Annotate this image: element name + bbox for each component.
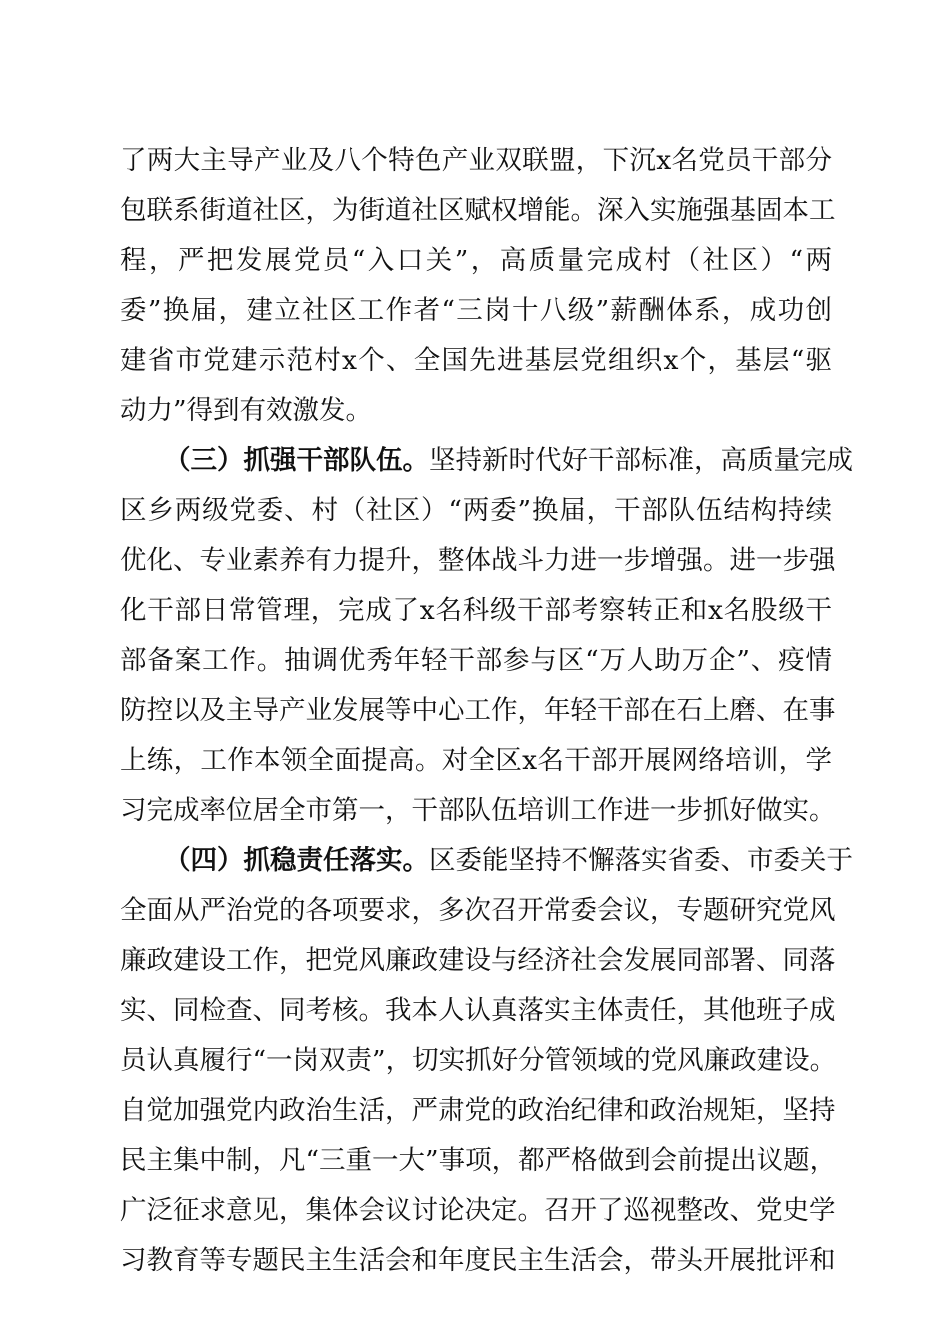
section-heading: （三）抓强干部队伍。 bbox=[164, 445, 429, 476]
text-line: 广泛征求意见，集体会议讨论决定。召开了巡视整改、党史学 bbox=[120, 1195, 836, 1226]
text-line: 委”换届，建立社区工作者“三岗十八级”薪酬体系，成功创 bbox=[120, 295, 832, 326]
text-line: 习教育等专题民主生活会和年度民主生活会，带头开展批评和 bbox=[120, 1245, 836, 1276]
text-line: 员认真履行“一岗双责”，切实抓好分管领域的党风廉政建设。 bbox=[120, 1045, 837, 1076]
text-line: 包联系街道社区，为街道社区赋权增能。深入实施强基固本工 bbox=[120, 195, 836, 226]
section-heading: （四）抓稳责任落实。 bbox=[164, 845, 429, 876]
text-line: 了两大主导产业及八个特色产业双联盟，下沉x名党员干部分 bbox=[120, 145, 832, 176]
text-line: 实、同检查、同考核。我本人认真落实主体责任，其他班子成 bbox=[120, 995, 836, 1026]
text-line: 优化、专业素养有力提升，整体战斗力进一步增强。进一步强 bbox=[120, 545, 836, 576]
section-first-line-text: 坚持新时代好干部标准，高质量完成 bbox=[429, 445, 853, 476]
text-line: 民主集中制，凡“三重一大”事项，都严格做到会前提出议题， bbox=[120, 1145, 837, 1176]
section-cadre-team bbox=[120, 436, 853, 836]
text-line: 习完成率位居全市第一，干部队伍培训工作进一步抓好做实。 bbox=[120, 795, 836, 826]
text-line: 部备案工作。抽调优秀年轻干部参与区“万人助万企”、疫情 bbox=[120, 645, 832, 676]
text-line: 化干部日常管理，完成了x名科级干部考察转正和x名股级干 bbox=[120, 595, 832, 626]
text-line: 自觉加强党内政治生活，严肃党的政治纪律和政治规矩，坚持 bbox=[120, 1095, 836, 1126]
text-line: 程，严把发展党员“入口关”，高质量完成村（社区）“两 bbox=[120, 245, 832, 276]
text-line: 廉政建设工作，把党风廉政建设与经济社会发展同部署、同落 bbox=[120, 945, 836, 976]
text-line: 建省市党建示范村x个、全国先进基层党组织x个，基层“驱 bbox=[120, 345, 832, 376]
text-line: 全面从严治党的各项要求，多次召开常委会议，专题研究党风 bbox=[120, 895, 836, 926]
text-line: 上练，工作本领全面提高。对全区x名干部开展网络培训，学 bbox=[120, 745, 832, 776]
text-line: 动力”得到有效激发。 bbox=[120, 395, 373, 426]
section-first-line-text: 区委能坚持不懈落实省委、市委关于 bbox=[429, 845, 853, 876]
paragraph-continued bbox=[120, 136, 836, 436]
section-first-line bbox=[120, 836, 853, 886]
section-first-line bbox=[120, 436, 853, 486]
section-responsibility bbox=[120, 836, 853, 1286]
text-line: 防控以及主导产业发展等中心工作，年轻干部在石上磨、在事 bbox=[120, 695, 836, 726]
document-body bbox=[120, 136, 853, 1286]
text-line: 区乡两级党委、村（社区）“两委”换届，干部队伍结构持续 bbox=[120, 495, 832, 526]
